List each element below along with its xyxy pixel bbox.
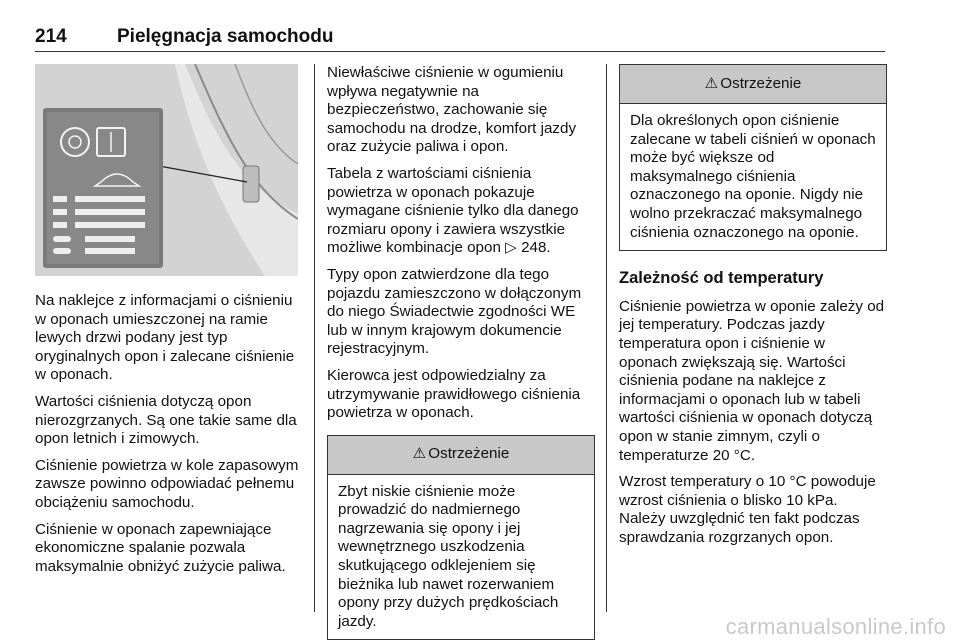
section-title: Zależność od temperatury bbox=[619, 269, 824, 288]
page-title: Pielęgnacja samochodu bbox=[117, 26, 334, 47]
warning-title: Ostrzeżenie bbox=[720, 74, 802, 92]
warning-header bbox=[328, 436, 594, 475]
paragraph: Na naklejce z informacjami o ciśnieniu w oponach umieszczonej na ramie lewych drzwi podany jest typ oryginalnych opon i zalecane ciśnienie w oponach. bbox=[35, 292, 295, 384]
column-right bbox=[619, 64, 887, 555]
paragraph: Kierowca jest odpowiedzialny za utrzymywanie prawidłowego ciśnienia powietrza w oponach. bbox=[327, 366, 581, 422]
column-divider bbox=[606, 64, 607, 612]
warning-text: Zbyt niskie ciśnienie może prowadzić do nadmiernego nagrzewania się opony i jej wewnętrznego uszkodzenia skutkującego odklejeniem się bieżnika lub nawet rozerwaniem opony przy dużych prędkościach jazdy. bbox=[338, 482, 559, 630]
tyre-label-figure bbox=[35, 64, 298, 276]
page-reference[interactable]: 248. bbox=[521, 239, 551, 257]
column-divider bbox=[314, 64, 315, 612]
warning-box bbox=[619, 64, 887, 251]
watermark: carmanualsonline.info bbox=[725, 614, 946, 639]
paragraph: Ciśnienie powietrza w kole zapasowym zawsze powinno odpowiadać pełnemu obciążeniu samochodu. bbox=[35, 456, 299, 511]
warning-title: Ostrzeżenie bbox=[428, 445, 510, 463]
paragraph-text: Tabela z wartościami ciśnienia powietrza w oponach pokazuje wymagane ciśnienie tylko dla danego rozmiaru opony i zawiera wszystkie możliwe kombinacje opon bbox=[327, 164, 579, 257]
paragraph: Niewłaściwe ciśnienie w ogumieniu wpływa negatywnie na bezpieczeństwo, zachowanie się samochodu na drodze, komfort jazdy oraz zużycie paliwa i opon. bbox=[327, 64, 577, 156]
page-reference-arrow-icon[interactable]: ▷ bbox=[505, 239, 517, 257]
column-middle bbox=[327, 64, 595, 640]
warning-header bbox=[620, 65, 886, 104]
header-rule bbox=[35, 51, 885, 52]
paragraph: Ciśnienie powietrza w oponie zależy od jej temperatury. Podczas jazdy temperatura opon i ciśnienie w oponach zwiększają się. Wartości ciśnienia podane na naklejce z informacjami o oponach lub w tabeli wartości ciśnienia w oponach dotyczą opon w stanie zimnym, czyli o temperaturze 20 °C. bbox=[619, 297, 885, 464]
paragraph: Wartości ciśnienia dotyczą opon nierozgrzanych. Są one takie same dla opon letnich i zimowych. bbox=[35, 392, 297, 448]
warning-text: Dla określonych opon ciśnienie zalecane w tabeli ciśnień w oponach może być większe od maksymalnego ciśnienia oznaczonego na oponie. Nigdy nie wolno przekraczać maksymalnego ciśnienia oznaczonego na oponie. bbox=[630, 112, 876, 241]
warning-triangle-icon: ⚠ bbox=[704, 74, 719, 92]
page-number: 214 bbox=[35, 26, 67, 47]
paragraph: Ciśnienie w oponach zapewniające ekonomiczne spalanie pozwala maksymalnie obniżyć zużycie paliwa. bbox=[35, 520, 286, 575]
paragraph: Wzrost temperatury o 10 °C powoduje wzrost ciśnienia o blisko 10 kPa. Należy uwzględnić ten fakt podczas sprawdzania rozgrzanych opon. bbox=[619, 473, 876, 546]
warning-triangle-icon: ⚠ bbox=[412, 445, 427, 463]
column-left bbox=[35, 64, 303, 584]
paragraph: Typy opon zatwierdzone dla tego pojazdu zamieszczono w dołączonym do niego Świadectwie zgodności WE lub w innym krajowym dokumencie rejestracyjnym. bbox=[327, 265, 582, 358]
warning-box bbox=[327, 435, 595, 641]
tyre-label-illustration bbox=[35, 64, 298, 276]
paragraph-with-reference bbox=[327, 165, 595, 258]
